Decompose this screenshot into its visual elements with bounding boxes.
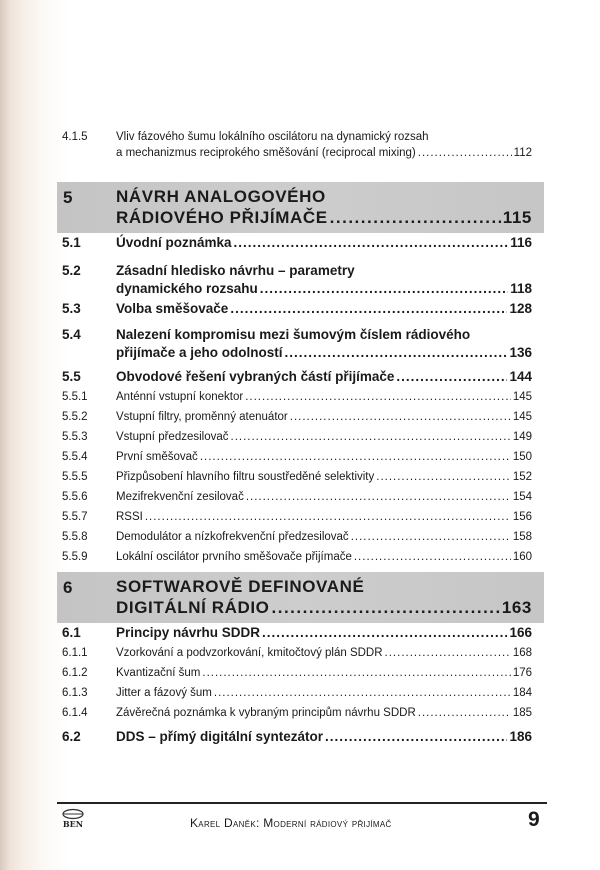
entry-title: Vstupní filtry, proměnný atenuátor [116, 411, 288, 423]
entry-page: 145 [512, 411, 532, 423]
entry-number: 5.5.2 [62, 411, 88, 423]
entry-title: Mezifrekvenční zesilovač [116, 491, 244, 503]
entry-title-line1: Nalezení kompromisu mezi šumovým číslem rádiového [116, 327, 471, 342]
entry-title: Závěrečná poznámka k vybraným principům návrhu SDDR [116, 707, 416, 719]
chapter-title-line2: DIGITÁLNÍ RÁDIO [116, 598, 270, 617]
entry-number: 5.2 [62, 263, 81, 278]
entry-number: 6.1.2 [62, 667, 88, 679]
dot-leader [418, 145, 512, 161]
entry-title-line2: a mechanizmus reciprokého směšování (reciprocal mixing) [116, 147, 416, 159]
entry-title-line2: dynamického rozsahu [116, 281, 258, 296]
entry-page: 184 [512, 687, 532, 699]
dot-leader [262, 624, 507, 642]
dot-leader [246, 489, 511, 505]
entry-page: 152 [512, 471, 532, 483]
dot-leader [325, 728, 507, 746]
entry-title: Obvodové řešení vybraných částí přijímače [116, 369, 395, 384]
entry-page: 118 [510, 281, 532, 296]
dot-leader [396, 368, 507, 386]
dot-leader [230, 300, 507, 318]
entry-number: 6.1.4 [62, 707, 88, 719]
entry-title: Úvodní poznámka [116, 235, 232, 250]
dot-leader [418, 705, 511, 721]
entry-page: 150 [512, 451, 532, 463]
dot-leader [272, 597, 500, 618]
entry-page: 176 [512, 667, 532, 679]
entry-page: 186 [509, 729, 532, 744]
entry-number: 6.1 [62, 625, 81, 640]
entry-title: Vstupní předzesilovač [116, 431, 229, 443]
chapter-title-line1: NÁVRH ANALOGOVÉHO [116, 187, 326, 206]
chapter-title-line2: RÁDIOVÉHO PŘIJÍMAČE [116, 208, 328, 227]
entry-page: 136 [509, 345, 532, 360]
running-footer-title: Karel Daněk: Moderní rádiový přijímač [190, 816, 392, 830]
entry-page: 145 [512, 391, 532, 403]
entry-number: 5.5.3 [62, 431, 88, 443]
dot-leader [354, 549, 511, 565]
entry-title: Principy návrhu SDDR [116, 625, 261, 640]
entry-page: 160 [512, 551, 532, 563]
entry-number: 6.1.1 [62, 647, 88, 659]
entry-title: DDS – přímý digitální syntezátor [116, 729, 324, 744]
entry-number: 5.5.6 [62, 491, 88, 503]
entry-page: 158 [512, 531, 532, 543]
entry-number: 4.1.5 [62, 131, 88, 143]
ben-logo-icon [60, 808, 86, 830]
entry-page: 185 [512, 707, 532, 719]
chapter-6-heading [57, 572, 544, 623]
entry-page: 128 [509, 301, 532, 316]
chapter-number: 5 [63, 188, 73, 207]
entry-number: 5.5.5 [62, 471, 88, 483]
entry-title: Lokální oscilátor prvního směšovače přijímače [116, 551, 352, 563]
entry-number: 5.5.4 [62, 451, 88, 463]
entry-number: 5.5.1 [62, 391, 88, 403]
entry-title-line1: Zásadní hledisko návrhu – parametry [116, 263, 355, 278]
entry-number: 5.1 [62, 235, 81, 250]
entry-number: 5.4 [62, 327, 81, 342]
entry-title: Anténní vstupní konektor [116, 391, 244, 403]
entry-title: Jitter a fázový šum [116, 687, 212, 699]
dot-leader [385, 645, 511, 661]
entry-page: 149 [512, 431, 532, 443]
dot-leader [351, 529, 511, 545]
dot-leader [231, 429, 511, 445]
dot-leader [202, 665, 510, 681]
entry-number: 5.3 [62, 301, 81, 316]
entry-title: Kvantizační šum [116, 667, 201, 679]
page-number: 9 [528, 808, 540, 831]
entry-number: 5.5.8 [62, 531, 88, 543]
entry-number: 5.5.7 [62, 511, 88, 523]
chapter-page: 163 [501, 598, 532, 617]
entry-page: 154 [512, 491, 532, 503]
entry-number: 6.1.3 [62, 687, 88, 699]
chapter-number: 6 [63, 578, 73, 597]
dot-leader [214, 685, 511, 701]
entry-page: 112 [513, 147, 532, 159]
entry-page: 168 [512, 647, 532, 659]
entry-title: Volba směšovače [116, 301, 229, 316]
dot-leader [234, 234, 509, 252]
dot-leader [285, 344, 508, 362]
entry-number: 5.5.9 [62, 551, 88, 563]
publisher-logo [60, 808, 86, 830]
dot-leader [145, 509, 511, 525]
entry-title: RSSI [116, 511, 143, 523]
dot-leader [200, 449, 511, 465]
entry-title-line1: Vliv fázového šumu lokálního oscilátoru na dynamický rozsah [116, 131, 429, 143]
chapter-title-line1: SOFTWAROVĚ DEFINOVANÉ [116, 577, 365, 596]
chapter-page: 115 [502, 208, 532, 227]
entry-page: 144 [509, 369, 532, 384]
dot-leader [290, 409, 511, 425]
entry-title: Vzorkování a podvzorkování, kmitočtový plán SDDR [116, 647, 383, 659]
entry-title: První směšovač [116, 451, 198, 463]
logo-text: BEN [62, 819, 84, 829]
footer-rule [57, 802, 547, 804]
entry-number: 5.5 [62, 369, 81, 384]
entry-title-line2: přijímače a jeho odolností [116, 345, 283, 360]
dot-leader [260, 280, 508, 298]
entry-page: 156 [512, 511, 532, 523]
entry-title: Přizpůsobení hlavního filtru soustředěné selektivity [116, 471, 375, 483]
entry-page: 116 [510, 235, 532, 250]
entry-title: Demodulátor a nízkofrekvenční předzesilovač [116, 531, 349, 543]
dot-leader [330, 207, 501, 228]
dot-leader [376, 469, 511, 485]
entry-page: 166 [509, 625, 532, 640]
entry-number: 6.2 [62, 729, 81, 744]
dot-leader [245, 389, 511, 405]
chapter-5-heading [57, 182, 544, 233]
